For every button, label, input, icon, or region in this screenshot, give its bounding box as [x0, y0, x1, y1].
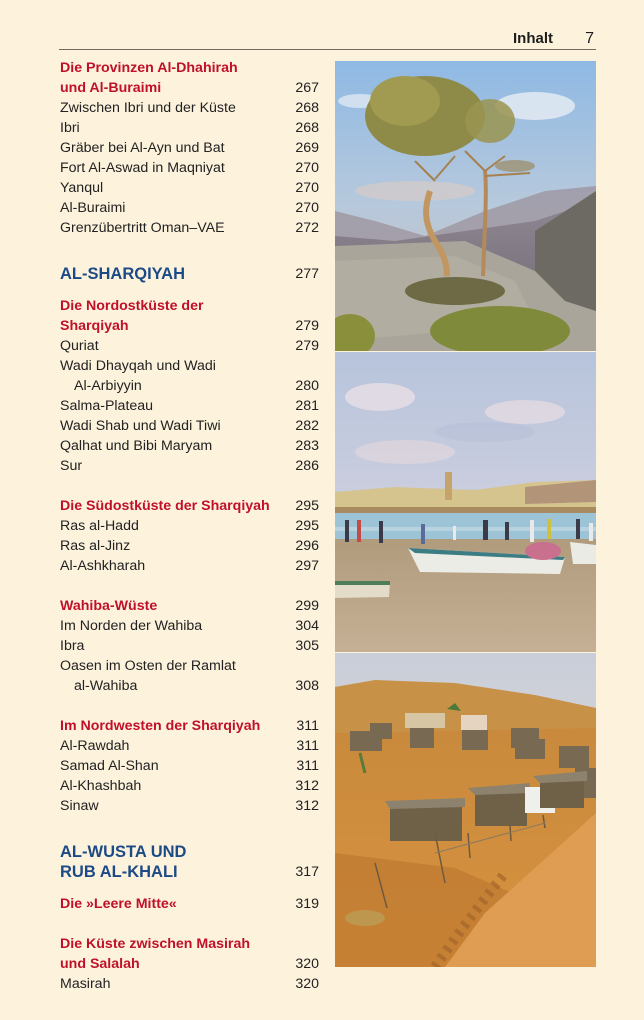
- toc-page: 279: [295, 318, 319, 334]
- toc-subheading[interactable]: [60, 496, 319, 516]
- toc-entry-label: Yanqul: [60, 180, 104, 196]
- toc-subheading[interactable]: [60, 596, 319, 616]
- toc-entry-label: Grenzübertritt Oman–VAE: [60, 220, 225, 236]
- toc-entry[interactable]: [60, 218, 319, 238]
- toc-entry-continuation[interactable]: [60, 376, 319, 396]
- toc-subheading-label: Wahiba-Wüste: [60, 598, 158, 614]
- toc-page: 317: [295, 864, 319, 880]
- toc-page: 311: [296, 758, 319, 774]
- toc-subheading[interactable]: [60, 296, 319, 336]
- toc-entry-label: Salma-Plateau: [60, 398, 154, 414]
- toc-entry[interactable]: [60, 756, 319, 776]
- toc-entry[interactable]: [60, 456, 319, 476]
- spacer: [60, 816, 319, 842]
- toc-page: 268: [295, 120, 319, 136]
- toc-entry[interactable]: [60, 396, 319, 416]
- toc-entry-label: Sinaw: [60, 798, 99, 814]
- toc-entry[interactable]: [60, 556, 319, 576]
- toc-page: 305: [295, 638, 319, 654]
- toc-entry[interactable]: [60, 656, 319, 676]
- photo-column: [335, 61, 596, 967]
- toc-page: 311: [296, 718, 319, 734]
- toc-entry[interactable]: [60, 974, 319, 994]
- photo-desert-camp: [335, 653, 596, 967]
- toc-entry-label: Oasen im Osten der Ramlat: [60, 658, 236, 674]
- toc-entry[interactable]: [60, 776, 319, 796]
- toc-subheading-label: Im Nordwesten der Sharqiyah: [60, 718, 261, 734]
- toc-entry[interactable]: [60, 736, 319, 756]
- toc-page: 270: [295, 180, 319, 196]
- toc-page: 281: [295, 398, 319, 414]
- spacer: [60, 882, 319, 894]
- toc-chapter-label: RUB AL-KHALI: [60, 863, 178, 881]
- spacer: [60, 576, 319, 596]
- toc-entry[interactable]: [60, 536, 319, 556]
- toc-subheading-label: und Al-Buraimi: [60, 80, 162, 96]
- toc-entry[interactable]: [60, 138, 319, 158]
- toc-page: 270: [295, 200, 319, 216]
- toc-entry-label: Al-Buraimi: [60, 200, 126, 216]
- toc-entry-label: Quriat: [60, 338, 99, 354]
- toc-entry-label: Al-Arbiyyin: [74, 378, 142, 394]
- toc-entry-label: al-Wahiba: [74, 678, 138, 694]
- toc-entry-label: Al-Khashbah: [60, 778, 142, 794]
- toc-page: 320: [295, 956, 319, 972]
- toc-page: 270: [295, 160, 319, 176]
- toc-chapter-label: AL-WUSTA UND: [60, 843, 187, 861]
- toc-subheading-label: und Salalah: [60, 956, 140, 972]
- toc-entry-label: Qalhat und Bibi Maryam: [60, 438, 213, 454]
- toc-chapter[interactable]: [60, 842, 319, 862]
- toc-page: 295: [295, 518, 319, 534]
- toc-entry[interactable]: [60, 198, 319, 218]
- toc-chapter-label: AL-SHARQIYAH: [60, 265, 185, 283]
- toc-chapter[interactable]: [60, 264, 319, 284]
- toc-page: 296: [295, 538, 319, 554]
- toc-entry-label: Sur: [60, 458, 83, 474]
- spacer: [60, 284, 319, 296]
- toc-entry-label: Masirah: [60, 976, 111, 992]
- toc-entry[interactable]: [60, 158, 319, 178]
- toc-entry[interactable]: [60, 336, 319, 356]
- toc-page: 286: [295, 458, 319, 474]
- toc-entry-label: Ibra: [60, 638, 85, 654]
- toc-subheading[interactable]: [60, 954, 319, 974]
- toc-entry-label: Samad Al-Shan: [60, 758, 159, 774]
- toc-page: 279: [295, 338, 319, 354]
- spacer: [60, 696, 319, 716]
- toc-page: 280: [295, 378, 319, 394]
- toc-entry[interactable]: [60, 118, 319, 138]
- tree-mountain-image: [335, 61, 596, 351]
- toc-subheading-label: Die »Leere Mitte«: [60, 896, 177, 912]
- toc-page: 308: [295, 678, 319, 694]
- toc-entry-label: Fort Al-Aswad in Maqniyat: [60, 160, 225, 176]
- toc-entry-label: Ibri: [60, 120, 80, 136]
- table-of-contents: [60, 58, 319, 994]
- desert-camp-image: [335, 653, 596, 967]
- beach-boats-image: [335, 352, 596, 652]
- toc-chapter[interactable]: [60, 862, 319, 882]
- toc-page: 311: [296, 738, 319, 754]
- toc-entry-label: Al-Ashkharah: [60, 558, 146, 574]
- toc-subheading-label: Die Südostküste der Sharqiyah: [60, 498, 270, 514]
- toc-subheading[interactable]: [60, 894, 319, 914]
- toc-entry-label: Wadi Dhayqah und Wadi: [60, 358, 216, 374]
- toc-entry[interactable]: [60, 356, 319, 376]
- toc-entry[interactable]: [60, 98, 319, 118]
- toc-entry[interactable]: [60, 796, 319, 816]
- toc-entry[interactable]: [60, 178, 319, 198]
- toc-subheading[interactable]: [60, 934, 319, 954]
- toc-page: 272: [295, 220, 319, 236]
- toc-entry[interactable]: [60, 416, 319, 436]
- toc-entry-label: Al-Rawdah: [60, 738, 130, 754]
- toc-entry[interactable]: [60, 516, 319, 536]
- toc-subheading-label: Die Nordostküste der Sharqiyah: [60, 298, 204, 334]
- page-number: 7: [585, 30, 594, 47]
- toc-subheading[interactable]: [60, 78, 319, 98]
- toc-page: 320: [295, 976, 319, 992]
- toc-page: 267: [295, 80, 319, 96]
- toc-page: 268: [295, 100, 319, 116]
- toc-page: 283: [295, 438, 319, 454]
- spacer: [60, 476, 319, 496]
- toc-subheading-label: Die Provinzen Al-Dhahirah: [60, 60, 238, 76]
- toc-entry[interactable]: [60, 616, 319, 636]
- toc-entry-label: Ras al-Hadd: [60, 518, 139, 534]
- toc-page: 297: [295, 558, 319, 574]
- toc-entry[interactable]: [60, 436, 319, 456]
- photo-beach-boats: [335, 352, 596, 652]
- toc-entry-label: Zwischen Ibri und der Küste: [60, 100, 236, 116]
- toc-entry-label: Im Norden der Wahiba: [60, 618, 203, 634]
- toc-entry-label: Gräber bei Al-Ayn und Bat: [60, 140, 225, 156]
- toc-page: 277: [295, 266, 319, 282]
- toc-subheading-label: Die Küste zwischen Masirah: [60, 936, 251, 952]
- toc-page: 282: [295, 418, 319, 434]
- toc-page: 304: [295, 618, 319, 634]
- toc-page: 319: [295, 896, 319, 912]
- toc-page: 299: [295, 598, 319, 614]
- toc-entry-label: Ras al-Jinz: [60, 538, 131, 554]
- toc-entry[interactable]: [60, 636, 319, 656]
- toc-subheading[interactable]: [60, 58, 319, 78]
- photo-tree-mountain: [335, 61, 596, 351]
- toc-entry-label: Wadi Shab und Wadi Tiwi: [60, 418, 221, 434]
- toc-entry-continuation[interactable]: [60, 676, 319, 696]
- toc-page: 269: [295, 140, 319, 156]
- running-head-title: Inhalt: [513, 30, 553, 47]
- toc-page: 295: [295, 498, 319, 514]
- spacer: [60, 914, 319, 934]
- running-head: [59, 30, 596, 50]
- toc-page: 312: [295, 778, 319, 794]
- toc-subheading[interactable]: [60, 716, 319, 736]
- toc-page: 312: [295, 798, 319, 814]
- spacer: [60, 238, 319, 264]
